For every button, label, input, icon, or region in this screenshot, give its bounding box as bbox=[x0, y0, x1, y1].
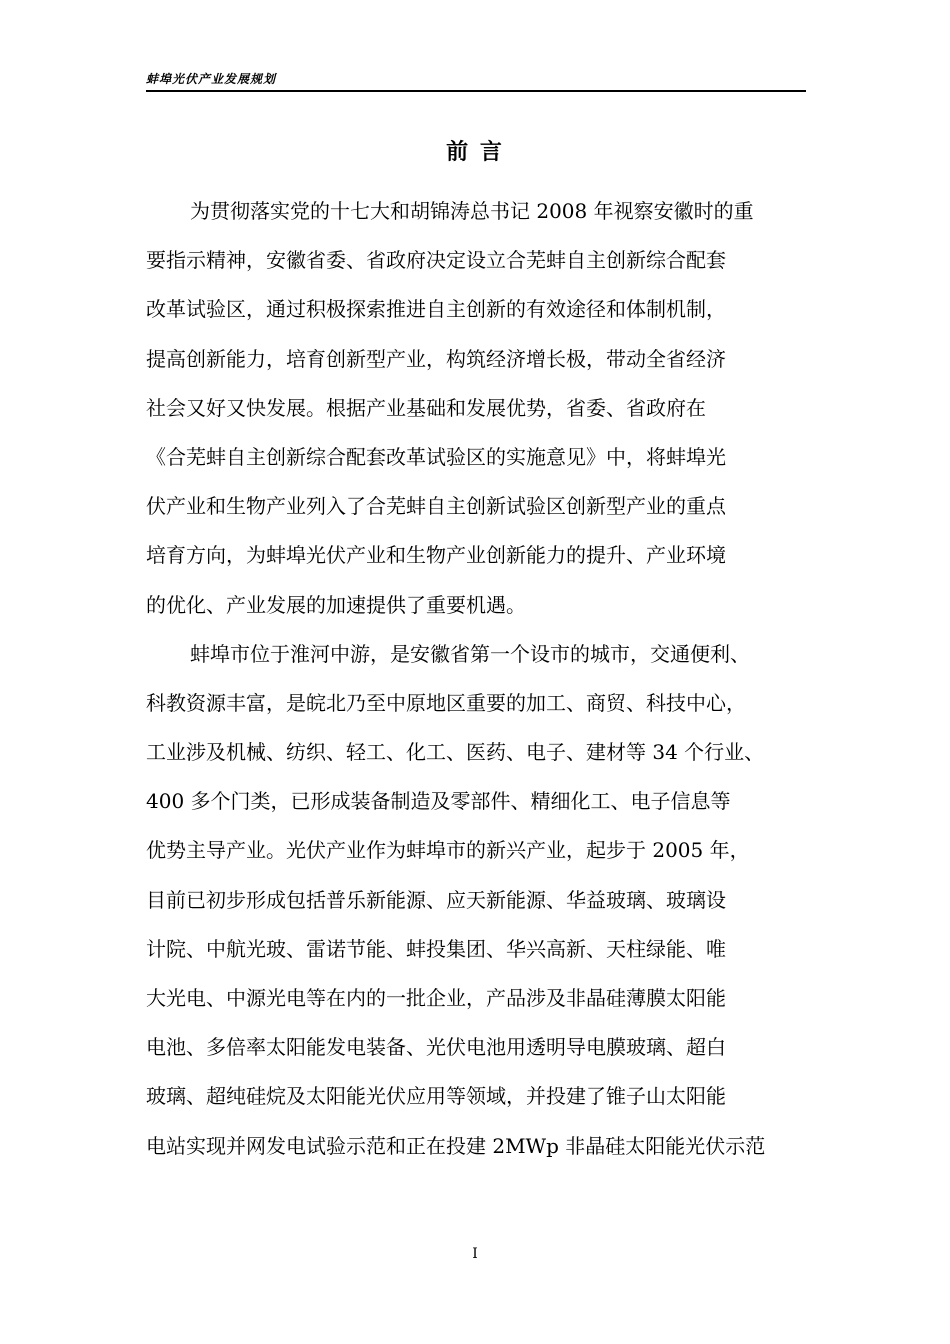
page-header bbox=[146, 68, 806, 92]
paragraph-line: 的优化、产业发展的加速提供了重要机遇。 bbox=[146, 592, 526, 617]
paragraph-line: 400 多个门类，已形成装备制造及零部件、精细化工、电子信息等 bbox=[146, 789, 731, 814]
document-title: 前 言 bbox=[446, 140, 504, 165]
paragraph-line: 计院、中航光玻、雷诺节能、蚌投集团、华兴高新、天柱绿能、唯 bbox=[146, 936, 726, 961]
paragraph-line: 蚌埠市位于淮河中游，是安徽省第一个设市的城市，交通便利、 bbox=[190, 641, 750, 666]
paragraph-line: 科教资源丰富，是皖北乃至中原地区重要的加工、商贸、科技中心， bbox=[146, 690, 746, 715]
page-number: I bbox=[472, 1246, 478, 1262]
paragraph-line: 电池、多倍率太阳能发电装备、光伏电池用透明导电膜玻璃、超白 bbox=[146, 1035, 726, 1060]
paragraph-line: 要指示精神，安徽省委、省政府决定设立合芜蚌自主创新综合配套 bbox=[146, 248, 726, 273]
paragraph-2 bbox=[146, 636, 826, 1177]
paragraph-line: 社会又好又快发展。根据产业基础和发展优势，省委、省政府在 bbox=[146, 395, 706, 420]
paragraph-line: 《合芜蚌自主创新综合配套改革试验区的实施意见》中，将蚌埠光 bbox=[146, 444, 726, 469]
paragraph-line: 提高创新能力，培育创新型产业，构筑经济增长极，带动全省经济 bbox=[146, 346, 726, 371]
paragraph-line: 玻璃、超纯硅烷及太阳能光伏应用等领域，并投建了锥子山太阳能 bbox=[146, 1084, 726, 1109]
paragraph-line: 伏产业和生物产业列入了合芜蚌自主创新试验区创新型产业的重点 bbox=[146, 494, 726, 519]
paragraph-1 bbox=[146, 193, 826, 636]
paragraph-line: 大光电、中源光电等在内的一批企业，产品涉及非晶硅薄膜太阳能 bbox=[146, 986, 726, 1010]
paragraph-line: 工业涉及机械、纺织、轻工、化工、医药、电子、建材等 34 个行业、 bbox=[146, 740, 765, 765]
body-text bbox=[146, 193, 826, 1177]
paragraph-line: 培育方向，为蚌埠光伏产业和生物产业创新能力的提升、产业环境 bbox=[146, 543, 726, 568]
paragraph-line: 目前已初步形成包括普乐新能源、应天新能源、华益玻璃、玻璃设 bbox=[146, 887, 726, 912]
paragraph-line: 电站实现并网发电试验示范和正在投建 2MWp 非晶硅太阳能光伏示范 bbox=[146, 1133, 766, 1158]
header-title: 蚌埠光伏产业发展规划 bbox=[146, 72, 277, 86]
paragraph-line: 优势主导产业。光伏产业作为蚌埠市的新兴产业，起步于 2005 年， bbox=[146, 838, 750, 863]
paragraph-line: 为贯彻落实党的十七大和胡锦涛总书记 2008 年视察安徽时的重 bbox=[190, 199, 754, 223]
paragraph-line: 改革试验区，通过积极探索推进自主创新的有效途径和体制机制， bbox=[146, 297, 726, 322]
